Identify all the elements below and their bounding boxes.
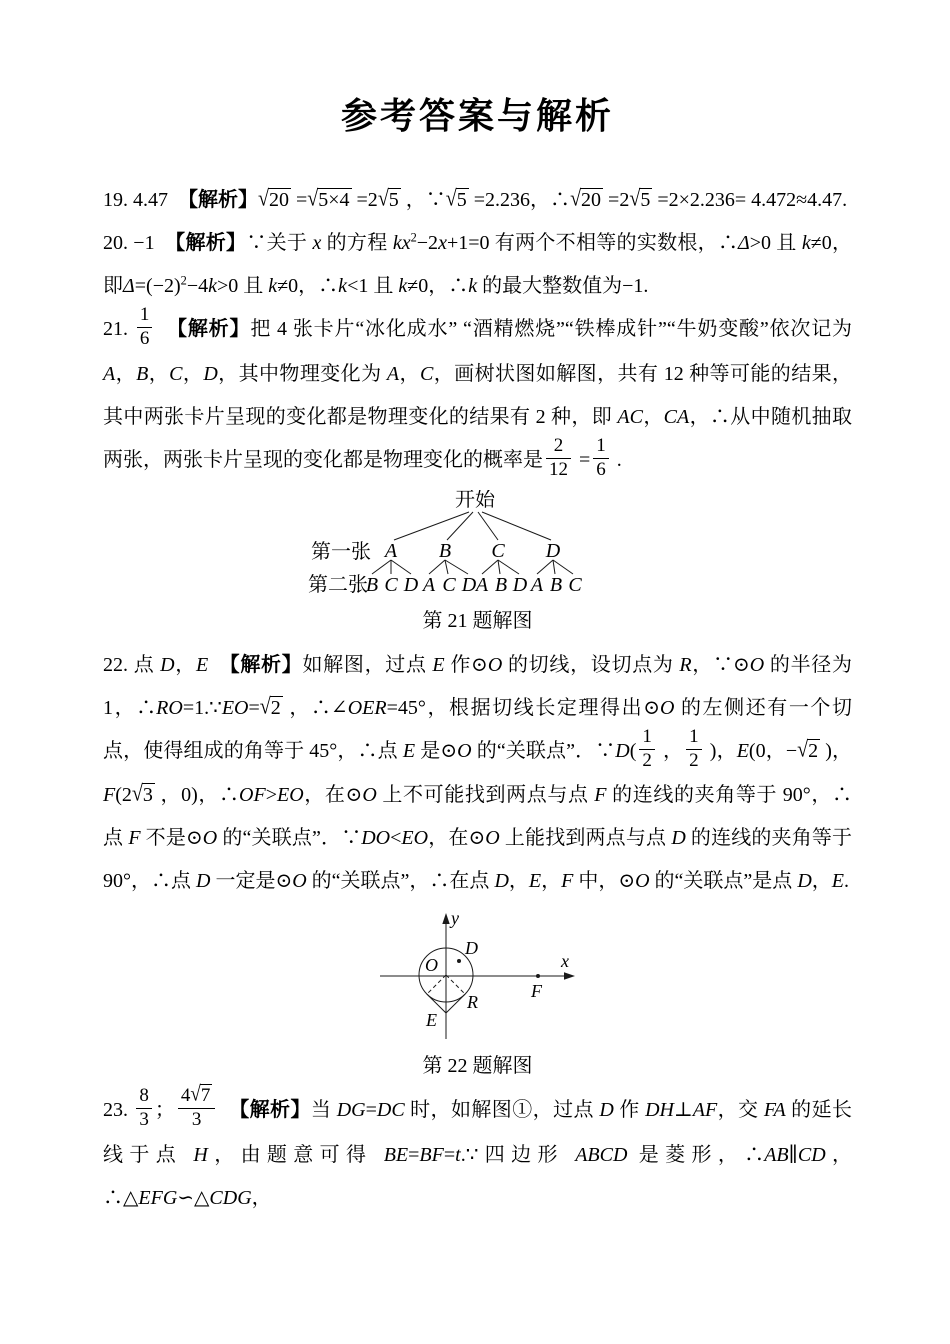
problem-19-solution: 19. 4.47 【解析】√20 =√5×4 =2√5 ，∵√5 =2.236，∴√20 =2√5 =2×2.236= 4.472≈4.47. bbox=[103, 186, 848, 212]
point-r-label: R bbox=[466, 992, 478, 1013]
tree-row1-label: 第一张 bbox=[310, 540, 371, 563]
tree-l2-node: D bbox=[461, 573, 476, 596]
circle-coordinate-diagram bbox=[368, 909, 588, 1047]
tree-l2-node: B bbox=[494, 573, 507, 596]
y-axis-label: y bbox=[450, 909, 459, 929]
tree-l2-node: C bbox=[441, 573, 456, 596]
tree-l2-node: A bbox=[530, 573, 543, 596]
square-root: √5 bbox=[377, 186, 399, 212]
point-e-label: E bbox=[425, 1010, 437, 1031]
tree-diagram bbox=[298, 490, 658, 602]
fraction: $\frac{1}{2}$ bbox=[639, 727, 655, 772]
tree-l1-node: A bbox=[384, 539, 397, 562]
point-d-label: D bbox=[464, 938, 478, 959]
tree-l2-node: B bbox=[549, 573, 562, 596]
square-root: √20 bbox=[258, 186, 289, 212]
fraction: $\frac{2}{12}$ bbox=[546, 436, 571, 481]
problem-21-solution: 21. $\frac{1}{6}$ 【解析】把 4 张卡片“冰化成水” “酒精燃烧”“铁棒成针”“牛奶变酸”依次记为 A，B，C，D，其中物理变化为 A，C，画树状图如解图，共有 12 种等可能的结果，其中两张卡片呈现的变化都是物理变化的结果有 2 种，即 AC，CA，∴从中随机抽取两张，两张卡片呈现的变化都是物理变化的概率是 $\frac{2}{12}$ = $\frac{1}{6}$ . bbox=[103, 304, 853, 480]
x-axis-label: x bbox=[560, 951, 569, 972]
square-root: √5 bbox=[629, 186, 651, 212]
tree-l1-node: C bbox=[490, 539, 505, 562]
square-root: √2 bbox=[797, 737, 819, 762]
tree-l1-node: D bbox=[545, 539, 560, 562]
fraction: $\frac{1}{2}$ bbox=[686, 727, 702, 772]
tree-l2-node: C bbox=[383, 573, 398, 596]
tree-l2-node: B bbox=[365, 573, 378, 596]
square-root: √5×4 bbox=[307, 186, 350, 212]
problem-22-solution: 22. 点 D，E 【解析】如解图，过点 E 作⊙O 的切线，设切点为 R，∵⊙O 的半径为 1，∴RO=1.∵EO=√2 ，∴∠OER=45°，根据切线长定理得出⊙O 的左侧还有一个切点，使得组成的角等于 45°，∴点 E 是⊙O 的“关联点”．∵D( $\frac{1}{2}$ ， $\frac{1}{2}$ )，E(0，−√2 )，F(2√3 ，0)，∴OF>EO，在⊙O 上不可能找到两点与点 F 的连线的夹角等于 90°，∴点 F 不是⊙O 的“关联点”．∵DO<EO，在⊙O 上能找到两点与点 D 的连线的夹角等于 90°，∴点 D 一定是⊙O 的“关联点”，∴在点 D，E，F 中，⊙O 的“关联点”是点 D，E. bbox=[103, 653, 853, 893]
tree-l2-node: A bbox=[475, 573, 488, 596]
point-f-dot bbox=[536, 974, 540, 978]
tree-l2-node: A bbox=[422, 573, 435, 596]
point-d-dot bbox=[457, 959, 461, 963]
problem-23-solution: 23. $\frac{8}{3}$ ； $\frac{4√7}{3}$ 【解析】当 DG=DC 时，如解图①，过点 D 作 DH⊥AF，交 FA 的延长线于点 H，由题意可得 BE=BF=t.∵四边形 ABCD 是菱形，∴AB∥CD，∴△EFG∽△CDG， bbox=[103, 1083, 853, 1210]
fraction: $\frac{8}{3}$ bbox=[136, 1086, 152, 1131]
figure-caption-21: 第 21 题解图 bbox=[422, 609, 533, 632]
square-root: √2 bbox=[259, 694, 281, 719]
square-root: √3 bbox=[131, 781, 153, 807]
page-title: 参考答案与解析 bbox=[340, 96, 614, 136]
origin-label: O bbox=[424, 955, 438, 976]
square-root: √20 bbox=[570, 186, 602, 212]
square-root: √5 bbox=[445, 186, 467, 212]
tree-diagram-figure bbox=[103, 490, 852, 602]
tree-l2-node: D bbox=[512, 573, 527, 596]
circle-figure bbox=[103, 909, 852, 1047]
fraction: $\frac{4√7}{3}$ bbox=[178, 1086, 215, 1131]
fraction: $\frac{1}{6}$ bbox=[593, 436, 609, 481]
tree-root-label: 开始 bbox=[454, 489, 495, 511]
tree-l2-node: C bbox=[567, 573, 582, 596]
square-root: √7 bbox=[190, 1083, 211, 1107]
tree-l2-node: D bbox=[403, 573, 418, 596]
fraction: $\frac{1}{6}$ bbox=[137, 305, 153, 350]
problem-20-solution: 20. −1 【解析】∵关于 x 的方程 $kx^2-2x+1=0$ 有两个不相等的实数根，∴Δ>0 且 k≠0，即$\Delta=(-2)^2-4k>0$ 且 k≠0，∴k<1 且 k≠0，∴k 的最大整数值为−1. bbox=[103, 230, 853, 297]
tree-row2-label: 第二张 bbox=[307, 573, 368, 596]
point-f-label: F bbox=[530, 981, 542, 1002]
tree-l1-node: B bbox=[438, 539, 451, 562]
figure-caption-22: 第 22 题解图 bbox=[422, 1055, 533, 1078]
